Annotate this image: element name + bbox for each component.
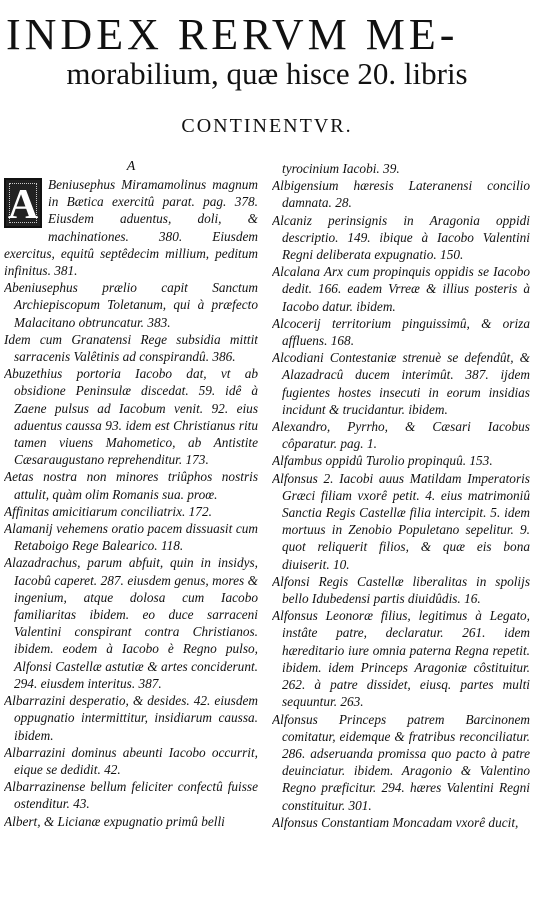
index-entry: Alfonsus Princeps patrem Barcinonem comitatur, eidemque & fratribus reconciliatur. 286. adseruanda promissa quo pacto à patre deuinciatur. ibidem. Aragonio & Valentino Regno præficitur. 294. hæres Valentini Regni constituitur. 301. (272, 711, 530, 813)
index-entry: Alexandro, Pyrrho, & Cæsari Iacobus côparatur. pag. 1. (272, 419, 530, 452)
index-entry: Albarrazini dominus abeunti Iacobo occurrit, eique se dedidit. 42. (4, 744, 258, 777)
page-subtitle: morabilium, quæ hisce 20. libris (66, 56, 468, 91)
index-entry: Alfonsus 2. Iacobi auus Matildam Imperatoris Græci filiam vxorê petit. 4. eius matrimoniû Sanctia Regis Castellæ filia intercipit. 5. idem mortuus in Zenobio Populetano sepelitur. 9. quot reliquerit filios, & quæ eis bona diuiserit. 10. (272, 470, 530, 572)
index-entry: Alcodiani Contestaniæ strenuè se defendût, & Alazadracû ducem interimût. 387. ijdem fugientes hostes insecuti in eorum insidias incidunt & trucidantur. ibidem. (272, 350, 530, 417)
index-entry: Albigensium hæresis Lateranensi concilio damnata. 28. (272, 178, 530, 211)
right-column (272, 160, 530, 911)
index-entry: Beniusephus Miramamolinus magnum in Bætica exercitû parat. pag. 378. Eiusdem aduentus, doli, & machinationes. 380. Eiusdem exercitus, equitû septêdecim millium, peditum infinitus. 381. (4, 177, 258, 279)
index-entry: Alfonsus Leonoræ filius, legitimus à Legato, instâte patre, declaratur. 261. idem hæreditario iure omnia paterna Regna repetit. ibidem. idem Princeps Aragoniæ côstituitur. 262. à patre dissidet, eiusq. partes multi sequuntur. 263. (272, 608, 530, 710)
index-entry: Alfambus oppidû Turolio propinquû. 153. (272, 453, 493, 469)
index-entry: Alcocerij territorium pinguissimû, & oriza affluens. 168. (272, 315, 530, 349)
index-entry: Alfonsi Regis Castellæ liberalitas in spolijs bello Idubedensi partis diuidûdis. 16. (272, 573, 530, 607)
index-entry: Alamanij vehemens oratio pacem dissuasit cum Retaboigo Rege Balearico. 118. (4, 521, 258, 554)
index-entry: Aetas nostra non minores triûphos nostris attulit, quàm olim Romanis sua. proœ. (4, 469, 258, 502)
index-entry: Albarrazinense bellum feliciter confectû fuisse ostenditur. 43. (4, 779, 258, 812)
index-entry: Alazadrachus, parum abfuit, quin in insidys, Iacobû caperet. 287. eiusdem genus, mores & ingenium, atque dolosa cum Iacobo familiaritas ibidem. eo duce sarraceni Valentini conspirant contra Christianos. ibidem. eodem à Iacobo è Regno pulso, Alfonsi Castellæ astutiæ & artes conciderunt. 294. eiusdem interitus. 387. (4, 555, 258, 691)
ornamental-dropcap (4, 178, 42, 228)
index-entry: Albert, & Licianæ expugnatio primû belli (4, 813, 225, 829)
index-entry: Alcalana Arx cum propinquis oppidis se Iacobo dedit. 166. eadem Vrreæ & illius posteris à Iacobo datur. ibidem. (272, 264, 530, 314)
index-entry: Alfonsus Constantiam Moncadam vxorê ducit, (272, 814, 519, 830)
page-subtitle-caps: CONTINENTVR. (181, 115, 353, 137)
index-entry: Abeniusephus prælio capit Sanctum Archiepiscopum Toletanum, qui à præfecto Malacitano obtruncatur. 383. (4, 280, 258, 330)
index-entry: Albarrazini desperatio, & desides. 42. eiusdem oppugnatio intermittitur, insidiarum caussa. ibidem. (4, 693, 258, 743)
index-entry: Abuzethius portoria Iacobo dat, vt ab obsidione Peninsulæ discedat. 59. idê à Zaene pulsus ad Iacobum venit. 92. eius aduentus caussa 93. idem est Christianus ritu tamen viuens Mahometico, ab Antistite Cæsaraugustano reprehenditur. 173. (4, 366, 258, 468)
left-column (4, 160, 258, 911)
dropcap-letter: A (7, 182, 39, 228)
index-entry: Idem cum Granatensi Rege subsidia mittit sarracenis Valêtinis ad conspirandû. 386. (4, 331, 258, 365)
index-entry: Affinitas amicitiarum conciliatrix. 172. (4, 503, 212, 519)
section-letter: A (126, 160, 136, 174)
page-title: INDEX RERVM ME- (6, 10, 459, 59)
index-entry: Alcaniz perinsignis in Aragonia oppidi descriptio. 149. ibique à Iacobo Valentini Regni deliberata expugnatio. 150. (272, 212, 530, 263)
index-entry: tyrocinium Iacobi. 39. (282, 161, 400, 176)
